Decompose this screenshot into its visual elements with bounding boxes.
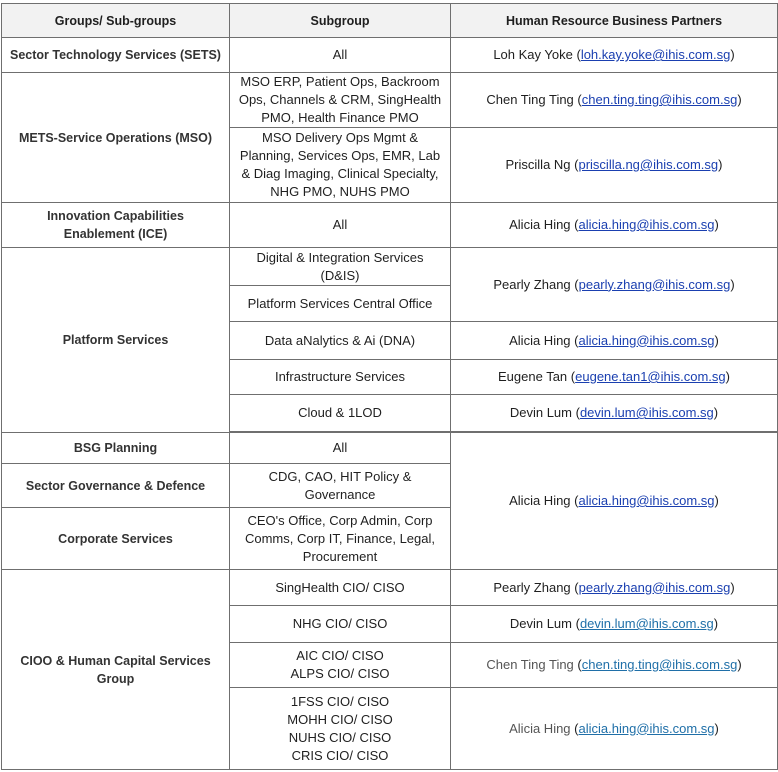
- group-ice-line1: Innovation Capabilities: [47, 209, 184, 223]
- group-ice-line2: Enablement (ICE): [63, 227, 168, 241]
- table-row: [2, 73, 778, 128]
- partner-name: Pearly Zhang: [493, 579, 571, 595]
- group-bsg: BSG Planning: [2, 433, 230, 464]
- group-sets: Sector Technology Services (SETS): [2, 38, 230, 73]
- subgroup-mso-2: MSO Delivery Ops Mgmt & Planning, Services Ops, EMR, Lab & Diag Imaging, Clinical Specialty, NHG PMO, NUHS PMO: [230, 128, 451, 203]
- partner-email-link[interactable]: loh.kay.yoke@ihis.com.sg: [580, 47, 731, 62]
- header-row: [2, 4, 778, 38]
- partner-name: Chen Ting Ting: [486, 92, 574, 107]
- table-row: [2, 570, 778, 606]
- subgroup-nuhs: NUHS CIO/ CISO: [288, 729, 392, 745]
- header-subgroup: Subgroup: [230, 4, 451, 38]
- hr-partners-table: [1, 3, 778, 770]
- subgroup-ice: All: [230, 203, 451, 248]
- partner-cell: Alicia Hing (alicia.hing@ihis.com.sg): [451, 433, 778, 570]
- table-row: [2, 203, 778, 248]
- group-sgd: Sector Governance & Defence: [2, 464, 230, 508]
- subgroup-dna: Data aNalytics & Ai (DNA): [230, 322, 451, 360]
- partner-email-link[interactable]: eugene.tan1@ihis.com.sg: [575, 369, 726, 384]
- partner-cell: Chen Ting Ting (chen.ting.ting@ihis.com.sg): [451, 73, 778, 128]
- partner-cell: Chen Ting Ting (chen.ting.ting@ihis.com.sg): [451, 643, 778, 688]
- partner-email-link[interactable]: alicia.hing@ihis.com.sg: [578, 332, 715, 348]
- subgroup-mso-1: MSO ERP, Patient Ops, Backroom Ops, Channels & CRM, SingHealth PMO, Health Finance PMO: [230, 73, 451, 128]
- subgroup-bsg: All: [230, 433, 451, 464]
- partner-name: Alicia Hing: [509, 332, 571, 348]
- partner-cell: Loh Kay Yoke (loh.kay.yoke@ihis.com.sg): [451, 38, 778, 73]
- partner-email-link[interactable]: alicia.hing@ihis.com.sg: [578, 720, 715, 736]
- partner-email-link[interactable]: devin.lum@ihis.com.sg: [579, 405, 714, 420]
- partner-cell: Eugene Tan (eugene.tan1@ihis.com.sg): [451, 360, 778, 395]
- partner-email-link[interactable]: priscilla.ng@ihis.com.sg: [578, 157, 719, 172]
- group-platform: Platform Services: [2, 248, 230, 433]
- partner-cell: Pearly Zhang (pearly.zhang@ihis.com.sg): [451, 570, 778, 606]
- subgroup-sets: All: [230, 38, 451, 73]
- group-cioo-line1: CIOO & Human Capital Services: [20, 653, 211, 668]
- partner-email-link[interactable]: chen.ting.ting@ihis.com.sg: [581, 657, 738, 672]
- partner-email-link[interactable]: alicia.hing@ihis.com.sg: [578, 217, 715, 232]
- partner-email-link[interactable]: chen.ting.ting@ihis.com.sg: [581, 92, 738, 107]
- header-partners: Human Resource Business Partners: [451, 4, 778, 38]
- partner-email-link[interactable]: devin.lum@ihis.com.sg: [579, 616, 714, 631]
- subgroup-cris: CRIS CIO/ CISO: [291, 747, 389, 763]
- partner-name: Eugene Tan: [498, 369, 568, 384]
- subgroup-sgd: CDG, CAO, HIT Policy & Governance: [230, 464, 451, 508]
- group-cioo-line2: Group: [96, 671, 135, 686]
- group-ice: [2, 203, 230, 248]
- subgroup-cloud: Cloud & 1LOD: [230, 395, 451, 432]
- subgroup-hospital-cios: [230, 688, 451, 770]
- group-corp: Corporate Services: [2, 508, 230, 570]
- partner-email-link[interactable]: pearly.zhang@ihis.com.sg: [578, 276, 731, 292]
- partner-name: Priscilla Ng: [505, 157, 571, 172]
- partner-cell: Priscilla Ng (priscilla.ng@ihis.com.sg): [451, 128, 778, 203]
- partner-email-link[interactable]: alicia.hing@ihis.com.sg: [578, 493, 715, 508]
- partner-cell: Alicia Hing (alicia.hing@ihis.com.sg): [451, 203, 778, 248]
- table-row: [2, 248, 778, 286]
- partner-cell: Devin Lum (devin.lum@ihis.com.sg): [451, 606, 778, 643]
- partner-cell: Pearly Zhang (pearly.zhang@ihis.com.sg): [451, 248, 778, 322]
- partner-email-link[interactable]: pearly.zhang@ihis.com.sg: [578, 579, 731, 595]
- table-row: [2, 38, 778, 73]
- subgroup-infra: Infrastructure Services: [230, 360, 451, 395]
- subgroup-singhealth: SingHealth CIO/ CISO: [230, 570, 451, 606]
- table-row: [2, 433, 778, 464]
- partner-cell: Alicia Hing (alicia.hing@ihis.com.sg): [451, 322, 778, 360]
- partner-name: Devin Lum: [509, 616, 572, 631]
- partner-cell: Alicia Hing (alicia.hing@ihis.com.sg): [451, 688, 778, 770]
- partner-name: Chen Ting Ting: [486, 657, 574, 672]
- subgroup-1fss: 1FSS CIO/ CISO: [290, 693, 390, 709]
- partner-name: Alicia Hing: [509, 720, 571, 736]
- subgroup-aic: AIC CIO/ CISO: [296, 648, 384, 663]
- partner-name: Loh Kay Yoke: [493, 47, 573, 62]
- partner-name: Devin Lum: [509, 405, 572, 420]
- group-cioo: [2, 570, 230, 770]
- header-groups: Groups/ Sub-groups: [2, 4, 230, 38]
- subgroup-corp: CEO's Office, Corp Admin, Corp Comms, Corp IT, Finance, Legal, Procurement: [230, 508, 451, 570]
- group-mso: METS-Service Operations (MSO): [2, 73, 230, 203]
- subgroup-dis: Digital & Integration Services (D&IS): [230, 248, 451, 286]
- subgroup-aic-alps: [230, 643, 451, 688]
- partner-cell: Devin Lum (devin.lum@ihis.com.sg): [451, 395, 778, 432]
- subgroup-mohh: MOHH CIO/ CISO: [287, 711, 393, 727]
- subgroup-alps: ALPS CIO/ CISO: [290, 666, 390, 681]
- partner-name: Pearly Zhang: [493, 276, 571, 292]
- partner-name: Alicia Hing: [509, 493, 571, 508]
- subgroup-nhg: NHG CIO/ CISO: [230, 606, 451, 643]
- partner-name: Alicia Hing: [509, 217, 571, 232]
- subgroup-psco: Platform Services Central Office: [230, 286, 451, 322]
